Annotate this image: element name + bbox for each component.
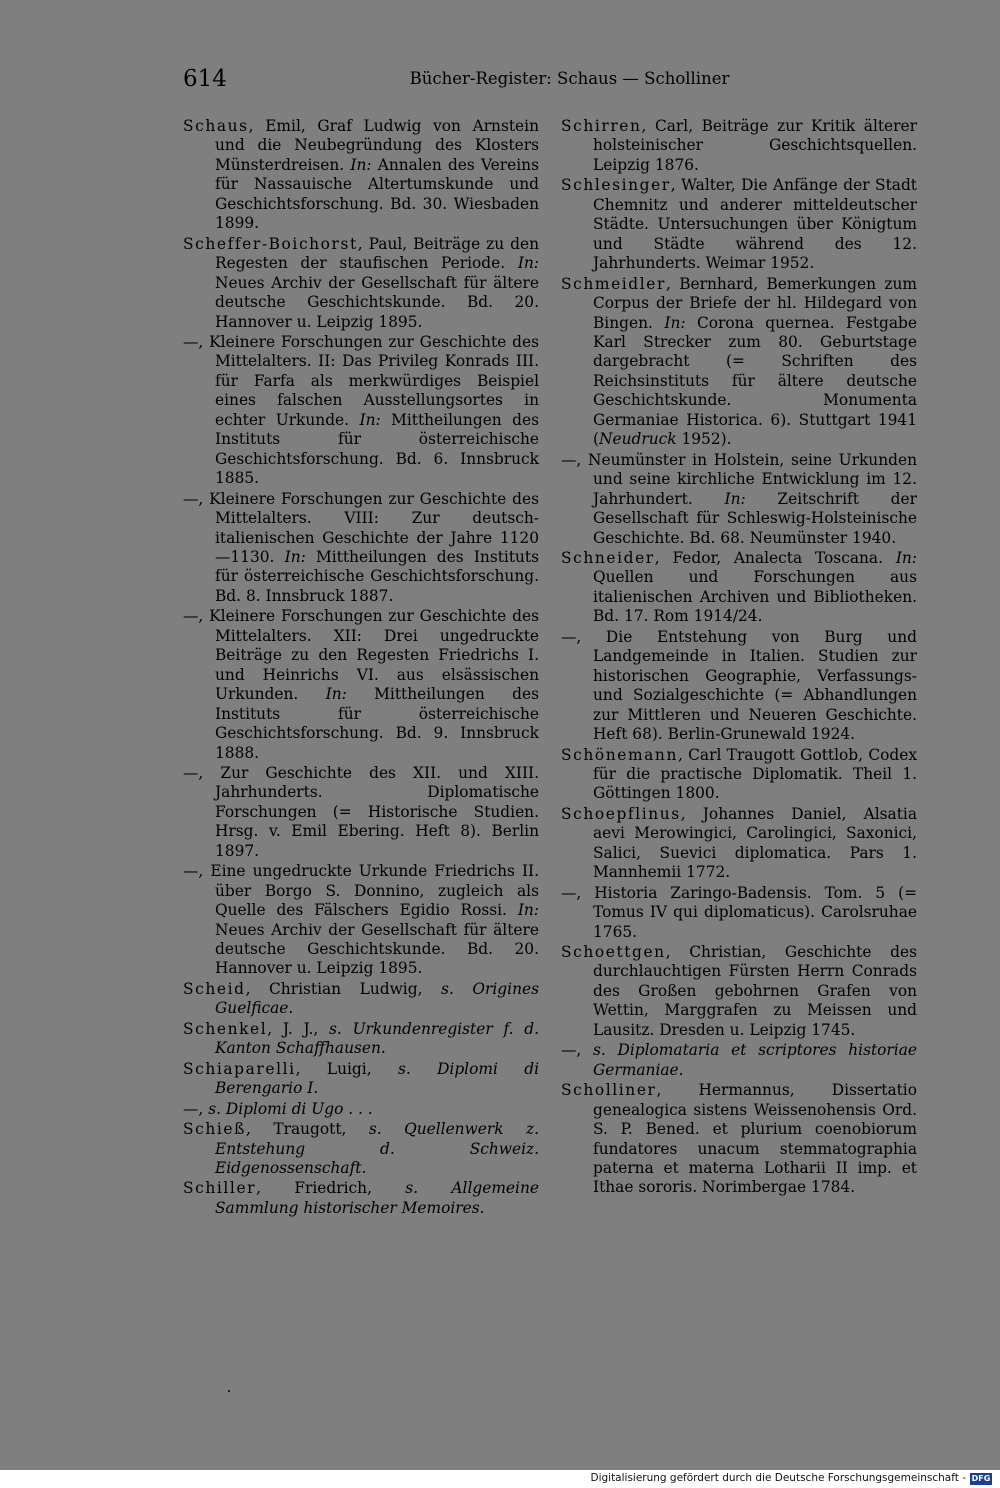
entry-text: , Emil, Graf Ludwig von Arnstein und die Neubegründung des Klosters Münsterdreisen. [215,117,539,174]
page-header [183,66,916,96]
entry-text: —, Kleinere Forschungen zur Geschichte des Mittelalters. II: Das Privileg Konrads III. für Farfa als merkwürdiges Beispiel eines falschen Ausstellungsortes in echter Urkunde. [183,332,539,429]
entry-italic: In: [517,254,539,273]
entry-text: —, Zur Geschichte des XII. und XIII. Jahrhunderts. Diplomatische Forschungen (= Historische Studien. Hrsg. v. Emil Ebering. Heft 8). Berlin 1897. [183,763,539,860]
entry-text-tail: Mittheilungen des Instituts für österreichische Geschichtsforschung. Bd. 9. Innsbruck 1888. [215,685,539,762]
bibliography-entry [183,1100,539,1119]
bibliography-entry [561,275,917,450]
entry-author: Scheffer-Boichorst [183,234,358,253]
entry-author: Schneider [561,548,655,567]
entry-author: Schieß [183,1120,246,1139]
footer-bar [0,1470,1000,1488]
entry-author: Schoettgen [561,943,666,962]
left-column [183,117,539,1219]
entry-italic: s. Urkundenregister f. d. Kanton Schaffhausen. [215,1019,539,1058]
entry-author: Schiaparelli [183,1059,296,1078]
entry-text-tail: Mittheilungen des Instituts für österreichische Geschichtsforschung. Bd. 8. Innsbruck 1887. [215,547,540,605]
entry-text: —, Die Entstehung von Burg und Landgemeinde in Italien. Studien zur historischen Geographie, Verfassungs- und Sozialgeschichte (= Abhandlungen zur Mittleren und Neueren Geschichte. Heft 68). Berlin-Grunewald 1924. [561,627,917,744]
entry-italic: In: [724,489,746,508]
entry-text-tail: Mittheilungen des Instituts für österreichische Geschichtsforschung. Bd. 6. Innsbruck 1885. [215,410,539,488]
entry-text: , Friedrich, [256,1179,406,1198]
entry-italic: s. Diplomi di Ugo . . . [208,1099,373,1118]
bibliography-entry [561,746,917,804]
entry-text: —, [183,1099,209,1118]
entry-author: Scholliner [561,1081,657,1100]
entry-italic: In: [359,410,381,429]
page-number: 614 [183,66,227,92]
entry-italic: s. Allgemeine Sammlung historischer Memoires. [215,1179,539,1217]
entry-text: , Hermannus, Dissertatio genealogica sistens Weissenohensis Ord. S. P. Bened. et plurium coenobiorum fundatores unacum stemmatographia paterna et materna Lotharii II imp. et Ithae sororis. Norimbergae 1784. [593,1081,917,1197]
entry-text: , Christian Ludwig, [245,979,442,998]
entry-italic: In: [350,155,372,174]
bibliography-entry [183,607,539,763]
entry-text: —, Eine ungedruckte Urkunde Friedrichs II. über Borgo S. Donnino, zugleich als Quelle des Fälschers Egidio Rossi. [183,862,539,920]
entry-italic: s. Diplomataria et scriptores historiae Germaniae. [593,1041,917,1079]
entry-text-tail: Neues Archiv der Gesellschaft für ältere deutsche Geschichtskunde. Bd. 20. Hannover u. Leipzig 1895. [215,920,539,978]
entry-text: , J. J., [267,1019,330,1038]
entry-text: —, Historia Zaringo-Badensis. Tom. 5 (= Tomus IV qui diplomaticus). Carolsruhae 1765. [561,883,917,941]
entry-text-tail: Neues Archiv der Gesellschaft für ältere deutsche Geschichtskunde. Bd. 20. Hannover u. Leipzig 1895. [215,273,539,331]
entry-text: —, Neumünster in Holstein, seine Urkunden und seine kirchliche Entwicklung im 12. Jahrhundert. [561,450,917,508]
entry-text: , Fedor, Analecta Toscana. [654,548,896,567]
entry-text-tail: Zeitschrift der Gesellschaft für Schleswig-Holsteinische Geschichte. Bd. 68. Neumünster 1940. [593,489,917,547]
entry-italic: In: [664,313,686,332]
bibliography-entry [561,549,917,627]
entry-author: Schlesinger [561,176,671,195]
entry-text: , Christian, Geschichte des durchlauchtigen Fürsten Herrn Conrads des Großen gebohrnen Grafen von Wettin, Marggrafen zu Meissen und Lausitz. Dresden u. Leipzig 1745. [593,943,917,1039]
entry-author: Schönemann [561,745,678,764]
entry-text: —, Kleinere Forschungen zur Geschichte des Mittelalters. VIII: Zur deutsch-italienischen Geschichte der Jahre 1120—1130. [183,489,539,566]
bibliography-entry [183,1020,539,1059]
entry-italic: In: [325,685,347,704]
entry-italic: In: [517,901,539,920]
entry-text-tail: Corona quernea. Festgabe Karl Strecker zum 80. Geburtstage dargebracht (= Schriften des Reichsinstituts für ältere deutsche Geschichtskunde. Monumenta Germaniae Historica. 6). Stuttgart 1941 ( [593,313,918,449]
bibliography-entry [183,490,539,607]
bibliography-entry [561,451,917,548]
entry-italic: s. Diplomi di Berengario I. [215,1059,539,1098]
bibliography-entry [561,176,917,273]
bibliography-entry [183,1060,539,1099]
entry-text-tail-2: 1952). [676,430,732,449]
footer-credit: Digitalisierung gefördert durch die Deutsche Forschungsgemeinschaft - [590,1472,966,1484]
bibliography-entry [561,884,917,942]
bibliography-entry [561,117,917,175]
entry-text: , Luigi, [295,1059,398,1078]
entry-text: , Bernhard, Bemerkungen zum Corpus der Briefe der hl. Hildegard von Bingen. [593,274,917,332]
bibliography-entry [183,1120,539,1178]
entry-text-tail: Quellen und Forschungen aus italienischen Archiven und Bibliotheken. Bd. 17. Rom 1914/24. [593,568,917,626]
bibliography-entry [183,1179,539,1218]
bibliography-entry [183,862,539,979]
entry-text: —, Kleinere Forschungen zur Geschichte des Mittelalters. XII: Drei ungedruckte Beiträge zu den Regesten Friedrichs I. und Heinrichs VI. aus elsässischen Urkunden. [183,607,539,704]
entry-italic: In: [895,548,917,567]
bibliography-entry [561,943,917,1040]
entry-author: Scheid [183,979,246,998]
entry-italic: s. Origines Guelficae. [215,979,539,1018]
bibliography-entry [561,1041,917,1080]
bibliography-entry [183,333,539,489]
dfg-logo: DFG [971,1474,991,1483]
entry-italic: In: [284,547,306,566]
scan-speck [228,1390,230,1392]
bibliography-entry [183,117,539,234]
entry-text: , Carl Traugott Gottlob, Codex für die practische Diplomatik. Theil 1. Göttingen 1800. [593,745,917,803]
bibliography-entry [561,805,917,883]
entry-italic: s. Quellenwerk z. Entstehung d. Schweiz. Eidgenossenschaft. [215,1120,539,1178]
entry-text: , Carl, Beiträge zur Kritik älterer holsteinischer Geschichtsquellen. Leipzig 1876. [593,117,917,174]
entry-author: Schaus [183,117,249,135]
right-column [561,117,917,1199]
entry-author: Schmeidler [561,274,666,293]
entry-text: , Walter, Die Anfänge der Stadt Chemnitz und anderer mitteldeutscher Städte. Untersuchungen über Königtum und Städte während des 12. Jahrhunderts. Weimar 1952. [593,176,917,273]
entry-text: —, [561,1041,593,1060]
running-head: Bücher-Register: Schaus — Scholliner [409,69,730,88]
entry-author: Schirren [561,117,642,135]
entry-text: , Paul, Beiträge zu den Regesten der staufischen Periode. [215,234,539,273]
entry-text: , Traugott, [246,1120,369,1139]
bibliography-entry [183,235,539,332]
bibliography-entry [183,764,539,861]
entry-text: , Johannes Daniel, Alsatia aevi Merowingici, Carolingici, Saxonici, Salici, Suevici diplomatica. Pars 1. Mannhemii 1772. [593,804,917,882]
entry-text-tail: Annalen des Vereins für Nassauische Altertumskunde und Geschichtsforschung. Bd. 30. Wiesbaden 1899. [215,155,539,233]
bibliography-entry [183,980,539,1019]
entry-author: Schenkel [183,1019,268,1038]
entry-italic-2: Neudruck [599,430,677,449]
entry-author: Schoepflinus [561,804,681,823]
bibliography-entry [561,1081,917,1198]
bibliography-entry [561,628,917,745]
entry-author: Schiller [183,1179,257,1198]
